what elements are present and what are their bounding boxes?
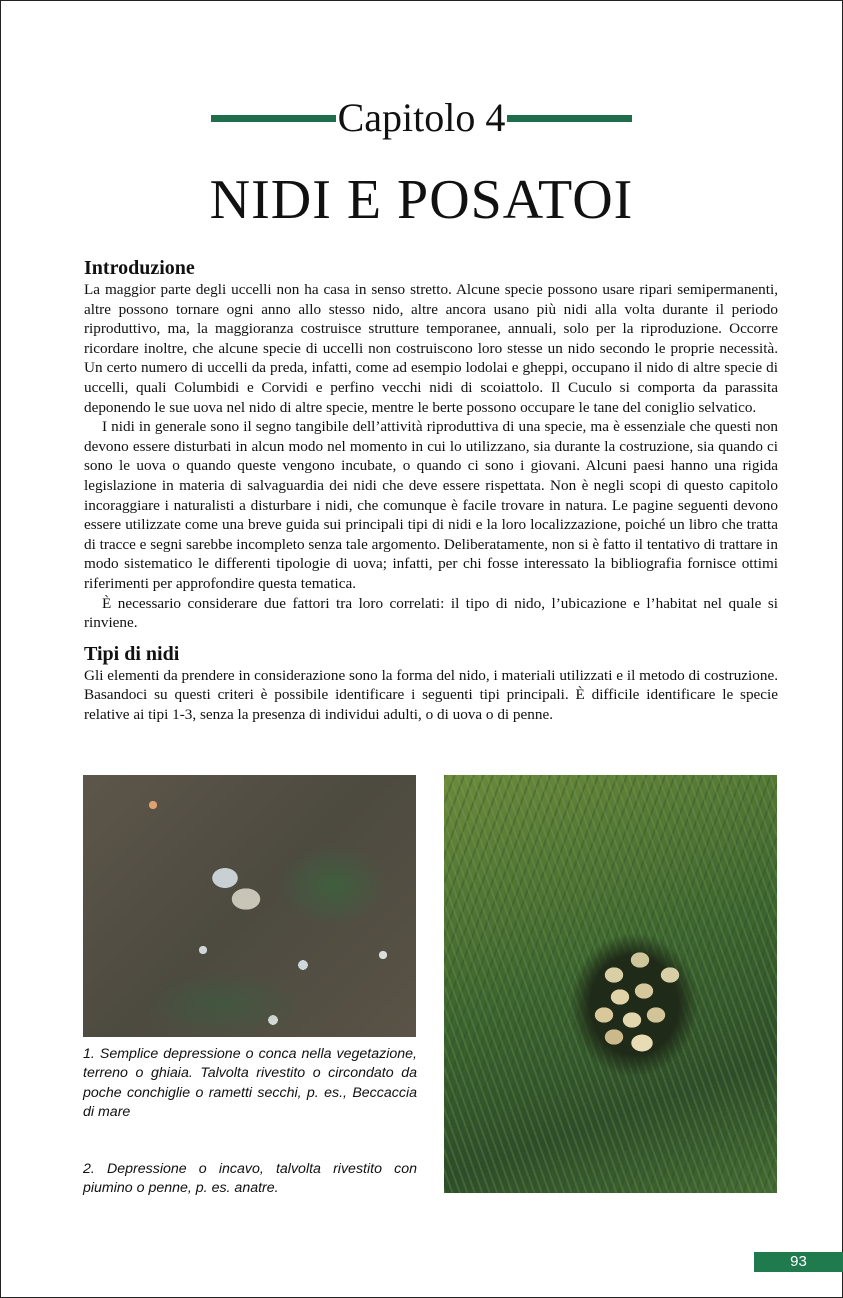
- paragraph: Gli elementi da prendere in considerazione sono la forma del nido, i materiali utilizzati e il metodo di costruzione. Basandoci su questi criteri è possibile identificare i seguenti tipi principali. È difficile identificare le specie relative ai tipi 1-3, senza la presenza di individui adulti, o di uova o di penne.: [84, 666, 778, 723]
- paragraph: I nidi in generale sono il segno tangibile dell’attività riproduttiva di una specie, ma è essenziale che questi non devono essere disturbati in alcun modo nel momento in cui lo utilizzano, sia durante la costruzione, sia quando ci sono le uova o quando queste vengono incubate, o quando ci sono i giovani. Alcuni paesi hanno una rigida legislazione in materia di salvaguardia dei nidi che deve essere rispettata. Non è negli scopi di questo capitolo incoraggiare i naturalisti a disturbare i nidi, che comunque è facile trovare in natura. Le pagine seguenti devono essere utilizzate come una breve guida sui principali tipi di nidi e la loro localizzazione, poiché un libro che tratta di tracce e segni sarebbe incompleto senza tale argomento. Deliberatamente, non si è fatto il tentativo di trattare in modo sistematico le differenti tipologie di uova; infatti, per chi fosse interessato la bibliografia fornisce ottimi riferimenti per approfondire questa tematica.: [84, 418, 778, 592]
- chapter-rule-right: [507, 115, 632, 122]
- chapter-title: NIDI E POSATOI: [209, 169, 634, 231]
- chapter-label: Capitolo 4: [337, 95, 506, 140]
- chapter-rule-left: [211, 115, 336, 122]
- paragraph: La maggior parte degli uccelli non ha casa in senso stretto. Alcune specie possono usare ripari semipermanenti, altre possono tornare ogni anno allo stesso nido, altre ancora usano più nidi alla volta durante il periodo riproduttivo, ma, la maggioranza costruisce strutture temporanee, annuali, solo per la riproduzione. Occorre ricordare inoltre, che alcune specie di uccelli non costruiscono loro stesse un nido secondo le proprie necessità. Un certo numero di uccelli da preda, infatti, come ad esempio lodolai e gheppi, occupano il nido di altre specie di uccelli, quali Columbidi e Corvidi e perfino vecchi nidi di scoiattolo. Il Cuculo si comporta da parassita deponendo le sue uova nel nido di altre specie, mentre le berte possono occupare le tane del coniglio selvatico.: [84, 281, 778, 416]
- body-text: [84, 256, 778, 724]
- figure-caption-2: 2. Depressione o incavo, talvolta rivestito con piumino o penne, p. es. anatre.: [83, 1161, 417, 1197]
- figure-caption-1: 1. Semplice depressione o conca nella vegetazione, terreno o ghiaia. Talvolta rivestito o circondato da poche conchiglie o rametti secchi, p. es., Beccaccia di mare: [83, 1046, 417, 1120]
- chapter-header: [0, 92, 843, 144]
- section-heading-introduzione: Introduzione: [84, 257, 195, 279]
- paragraph: È necessario considerare due fattori tra loro correlati: il tipo di nido, l’ubicazione e l’habitat nel quale si rinviene.: [84, 594, 778, 632]
- section-heading-tipi-di-nidi: Tipi di nidi: [84, 642, 180, 665]
- photo-grass-nest-duck-eggs: [444, 775, 777, 1193]
- page-number: 93: [754, 1252, 843, 1272]
- photo-ground-nest-eggs: [83, 775, 416, 1037]
